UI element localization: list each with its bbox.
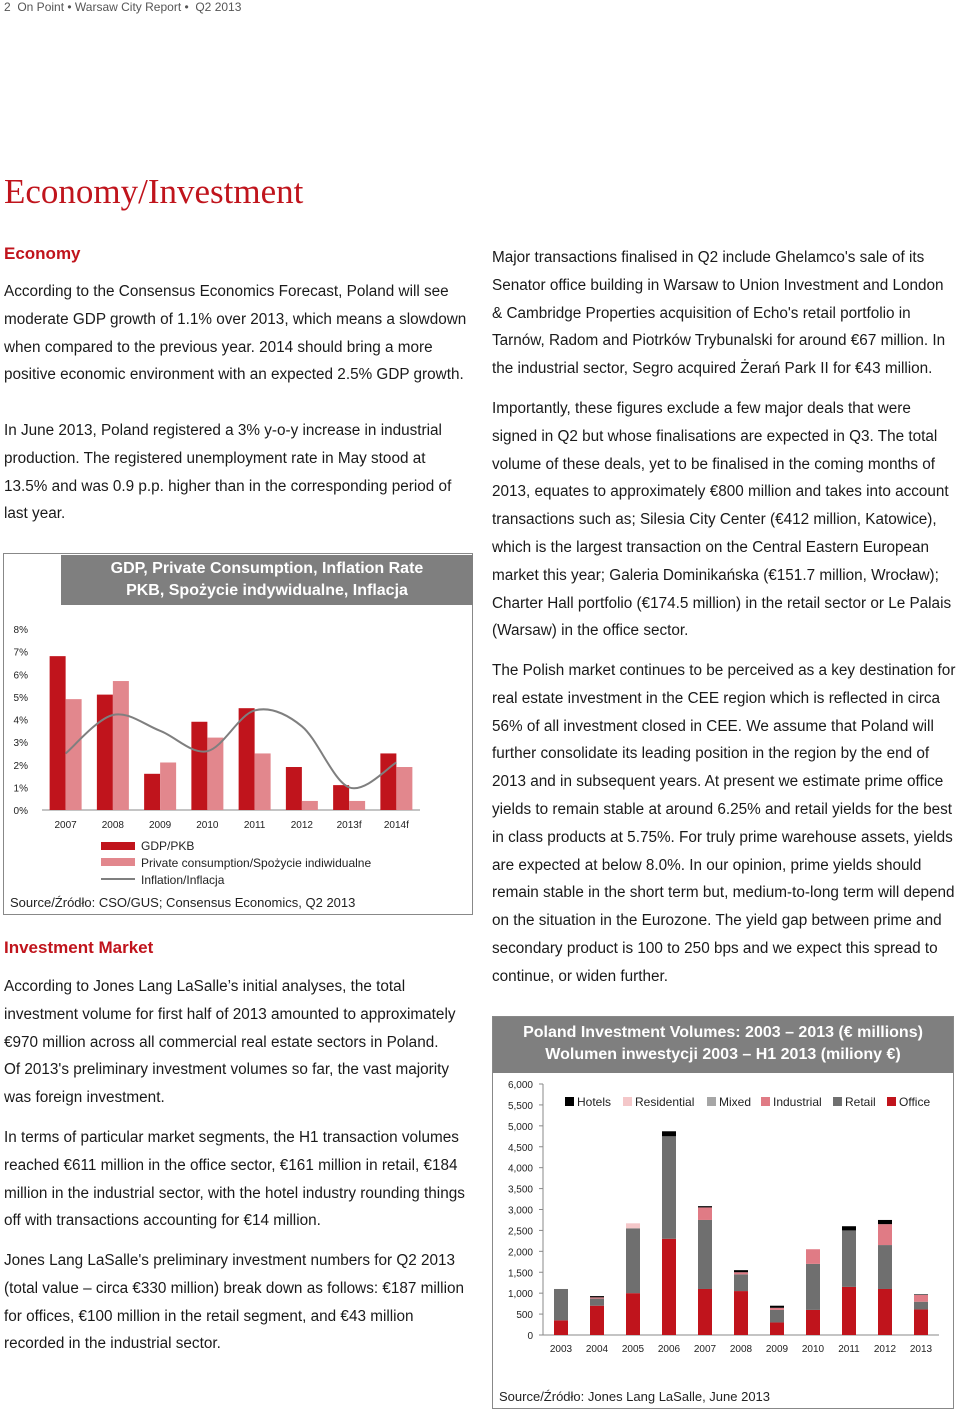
- bar-segment-office: [554, 1320, 568, 1335]
- legend-label-office: Office: [899, 1095, 931, 1109]
- investment-chart-y-tick: 0: [527, 1331, 533, 1342]
- legend-label-inflation: Inflation/Inflacja: [141, 873, 225, 887]
- text-line: Tarnów, Radom and Piotrków Trybunalski for around €67 million. In: [492, 332, 946, 350]
- bar-segment-retail: [878, 1245, 892, 1289]
- gdp-bar: [50, 656, 66, 810]
- investment-chart-subtitle: Wolumen inwestycji 2003 – H1 2013 (miliony €): [545, 1046, 901, 1063]
- text-line: The Polish market continues to be perceived as a key destination for: [492, 662, 956, 679]
- gdp-chart-x-tick: 2014f: [383, 820, 409, 831]
- text-line: volume of these deals, yet to be finalised in the coming months of: [492, 455, 936, 473]
- investment-chart-y-tick: 5,000: [507, 1121, 533, 1133]
- investment-chart-plot: [493, 1017, 953, 1409]
- legend-label-gdp: GDP/PKB: [141, 839, 195, 853]
- page-title: Economy/Investment: [4, 172, 304, 211]
- text-line: when compared to the previous year. 2014 should bring a more: [4, 338, 433, 356]
- text-line: on the situation in the Eurozone. The yield gap between prime and: [492, 912, 942, 930]
- text-line: the industrial sector, Segro acquired Żerań Park II for €43 million.: [492, 360, 933, 378]
- gdp-chart-x-tick: 2008: [101, 820, 124, 831]
- consumption-bar: [160, 762, 176, 810]
- text-line: (total value – circa €330 million) break down as follows: €187 million: [4, 1279, 464, 1297]
- text-line: in class products at 5.75%. For truly prime warehouse assets, yields: [492, 828, 953, 846]
- bar-segment-office: [698, 1289, 712, 1335]
- gdp-chart-source: Source/Źródło: CSO/GUS; Consensus Economics, Q2 2013: [10, 895, 356, 910]
- investment-chart-x-tick: 2007: [693, 1344, 717, 1355]
- consumption-bar: [302, 801, 318, 810]
- bar-segment-hotels: [878, 1220, 892, 1224]
- legend-swatch-industrial: [761, 1097, 770, 1106]
- transactions-paragraph: [492, 244, 957, 383]
- text-line: yields to remain stable at around 6.25% and retail yields for the best: [492, 800, 953, 818]
- text-line: Of 2013's preliminary investment volumes so far, the vast majority: [4, 1061, 450, 1079]
- investment-volume-chart: [492, 1016, 954, 1409]
- gdp-chart-y-tick: 4%: [13, 715, 28, 727]
- gdp-bar: [286, 767, 302, 810]
- text-line: Major transactions finalised in Q2 include Ghelamco's sale of its: [492, 249, 925, 266]
- bar-segment-retail: [734, 1274, 748, 1291]
- text-line: last year.: [4, 505, 66, 523]
- gdp-chart-x-tick: 2013f: [336, 820, 362, 831]
- legend-swatch-office: [887, 1097, 896, 1106]
- bar-segment-industrial: [590, 1297, 604, 1298]
- text-line: transactions such as; Silesia City Center (€412 million, Katowice),: [492, 511, 937, 529]
- gdp-bar: [191, 722, 207, 810]
- gdp-bar: [333, 785, 349, 810]
- investment-chart-title: Poland Investment Volumes: 2003 – 2013 (€ millions): [523, 1024, 923, 1041]
- text-line: 56% of all investment closed in CEE. We assume that Poland will: [492, 717, 934, 735]
- text-line: moderate GDP growth of 1.1% over 2013, which means a slowdown: [4, 310, 467, 328]
- gdp-chart-title: GDP, Private Consumption, Inflation Rate: [110, 560, 424, 577]
- legend-label-residential: Residential: [635, 1095, 695, 1109]
- investment-chart-y-tick: 4,000: [507, 1163, 533, 1175]
- text-line: Charter Hall portfolio (€174.5 million) in the retail sector or Le Palais: [492, 594, 952, 612]
- gdp-bar: [380, 753, 396, 810]
- bar-segment-hotels: [590, 1296, 604, 1297]
- gdp-chart-x-tick: 2012: [290, 820, 313, 831]
- investment-chart-x-tick: 2005: [621, 1344, 645, 1355]
- bar-segment-retail: [554, 1289, 568, 1320]
- consumption-bar: [396, 767, 412, 810]
- bar-segment-retail: [590, 1299, 604, 1306]
- bar-segment-hotels: [698, 1206, 712, 1207]
- text-line: According to Jones Lang LaSalle’s initial analyses, the total: [4, 978, 406, 995]
- bar-segment-industrial: [914, 1295, 928, 1302]
- legend-swatch-mixed: [707, 1097, 716, 1106]
- text-line: further consolidate its leading position in the region by the end of: [492, 745, 930, 763]
- bar-segment-residential: [626, 1223, 640, 1228]
- consumption-bar: [113, 681, 129, 810]
- bar-segment-hotels: [770, 1306, 784, 1308]
- text-line: Jones Lang LaSalle's preliminary investment numbers for Q2 2013: [4, 1252, 456, 1269]
- gdp-chart-y-tick: 1%: [13, 783, 28, 795]
- text-line: was foreign investment.: [4, 1089, 165, 1107]
- text-line: In June 2013, Poland registered a 3% y-o-y increase in industrial: [4, 422, 442, 439]
- consumption-bar: [66, 699, 82, 810]
- text-line: Importantly, these figures exclude a few major deals that were: [492, 400, 911, 417]
- text-line: 2013, equates to approximately €800 million and takes into account: [492, 483, 949, 501]
- gdp-chart-x-tick: 2009: [149, 820, 172, 831]
- legend-label-retail: Retail: [845, 1095, 876, 1109]
- gdp-chart: [3, 553, 473, 915]
- bar-segment-office: [806, 1310, 820, 1335]
- gdp-chart-y-tick: 2%: [13, 760, 28, 772]
- gdp-bar: [239, 708, 255, 810]
- bar-segment-office: [878, 1289, 892, 1335]
- economy-heading: Economy: [4, 244, 81, 263]
- investment-chart-source: Source/Źródło: Jones Lang LaSalle, June 2013: [499, 1389, 771, 1404]
- legend-swatch-gdp: [101, 842, 135, 850]
- investment-chart-x-tick: 2009: [765, 1344, 789, 1355]
- text-line: reached €611 million in the office sector, €161 million in retail, €184: [4, 1156, 458, 1174]
- gdp-chart-y-tick: 8%: [13, 625, 28, 636]
- investment-chart-y-tick: 6,000: [507, 1080, 533, 1091]
- gdp-chart-plot: [4, 554, 472, 914]
- bar-segment-hotels: [734, 1270, 748, 1272]
- text-line: for offices, €100 million in the retail segment, and €43 million: [4, 1307, 414, 1325]
- consumption-bar: [207, 738, 223, 810]
- investment-chart-y-tick: 3,500: [507, 1184, 533, 1196]
- investment-paragraph-3: [4, 1247, 479, 1358]
- bar-segment-industrial: [770, 1308, 784, 1310]
- bar-segment-hotels: [662, 1131, 676, 1136]
- investment-chart-y-tick: 1,000: [507, 1289, 533, 1301]
- consumption-bar: [255, 753, 271, 810]
- investment-chart-y-tick: 1,500: [507, 1268, 533, 1280]
- bar-segment-office: [590, 1306, 604, 1335]
- text-line: & Cambridge Properties acquisition of Echo's retail portfolio in: [492, 304, 911, 322]
- investment-chart-x-tick: 2008: [729, 1344, 753, 1355]
- text-line: In terms of particular market segments, the H1 transaction volumes: [4, 1129, 459, 1146]
- text-line: are expected at below 8.0%. In our opinion, prime yields should: [492, 856, 922, 874]
- investment-chart-y-tick: 4,500: [507, 1142, 533, 1154]
- legend-label-mixed: Mixed: [719, 1095, 752, 1109]
- gdp-bar: [144, 774, 160, 810]
- bar-segment-retail: [770, 1310, 784, 1323]
- text-line: which is the largest transaction on the Central Eastern European: [492, 538, 930, 556]
- text-line: secondary product is 100 to 250 bps and we expect this spread to: [492, 939, 938, 957]
- investment-chart-y-tick: 2,500: [507, 1226, 533, 1238]
- gdp-chart-x-tick: 2007: [54, 820, 77, 831]
- text-line: Senator office building in Warsaw to Union Investment and London: [492, 276, 944, 294]
- gdp-chart-x-tick: 2010: [196, 820, 219, 831]
- text-line: (Warsaw) in the office sector.: [492, 622, 689, 640]
- bar-segment-office: [770, 1322, 784, 1335]
- investment-chart-y-tick: 3,000: [507, 1205, 533, 1217]
- investment-chart-x-tick: 2012: [873, 1344, 897, 1355]
- legend-swatch-residential: [623, 1097, 632, 1106]
- investment-chart-x-tick: 2006: [657, 1344, 681, 1355]
- gdp-chart-y-tick: 3%: [13, 738, 28, 750]
- bar-segment-retail: [662, 1136, 676, 1238]
- text-line: According to the Consensus Economics Forecast, Poland will see: [4, 283, 449, 300]
- text-line: 13.5% and was 0.9 p.p. higher than in the corresponding period of: [4, 477, 452, 495]
- investment-paragraph-2: [4, 1124, 479, 1235]
- investment-chart-y-tick: 2,000: [507, 1247, 533, 1259]
- gdp-chart-y-tick: 5%: [13, 692, 28, 704]
- legend-swatch-consumption: [101, 858, 135, 866]
- bar-segment-office: [914, 1309, 928, 1335]
- legend-label-consumption: Private consumption/Spożycie indiwidualne: [141, 856, 372, 870]
- page-header: 2 On Point • Warsaw City Report • Q2 2013: [4, 0, 242, 14]
- investment-heading: Investment Market: [4, 938, 154, 957]
- gdp-chart-subtitle: PKB, Spożycie indywidualne, Inflacja: [126, 582, 408, 599]
- gdp-chart-y-tick: 6%: [13, 670, 28, 682]
- economy-paragraph: [4, 278, 479, 389]
- investment-chart-x-tick: 2010: [801, 1344, 825, 1355]
- legend-label-hotels: Hotels: [577, 1095, 612, 1109]
- investment-chart-y-tick: 500: [516, 1310, 533, 1322]
- text-line: off with transactions accounting for €14 million.: [4, 1212, 321, 1230]
- bar-segment-office: [734, 1291, 748, 1335]
- investment-chart-x-tick: 2013: [909, 1344, 933, 1355]
- bar-segment-retail: [842, 1230, 856, 1286]
- bar-segment-retail: [626, 1228, 640, 1293]
- bar-segment-industrial: [806, 1249, 820, 1264]
- bar-segment-industrial: [698, 1207, 712, 1220]
- legend-swatch-retail: [833, 1097, 842, 1106]
- bar-segment-office: [842, 1287, 856, 1335]
- bar-segment-industrial: [734, 1272, 748, 1274]
- gdp-chart-y-tick: 7%: [13, 647, 28, 659]
- text-line: positive economic environment with an expected 2.5% GDP growth.: [4, 366, 464, 384]
- text-line: million in the industrial sector, with the hotel industry rounding things: [4, 1184, 465, 1202]
- production-paragraph: [4, 417, 479, 528]
- legend-swatch-hotels: [565, 1097, 574, 1106]
- bar-segment-office: [626, 1293, 640, 1335]
- text-line: investment volume for first half of 2013 amounted to approximately: [4, 1005, 456, 1023]
- text-line: real estate investment in the CEE region which is reflected in circa: [492, 689, 941, 707]
- legend-label-industrial: Industrial: [773, 1095, 822, 1109]
- text-line: 2013 and in subsequent years. At present we estimate prime office: [492, 773, 944, 791]
- bar-segment-retail: [698, 1220, 712, 1289]
- bar-segment-retail: [914, 1302, 928, 1310]
- text-line: remain stable in the short term but, medium-to-long term will depend: [492, 884, 955, 902]
- investment-chart-x-tick: 2003: [549, 1344, 573, 1355]
- bar-segment-hotels: [842, 1226, 856, 1230]
- text-line: production. The registered unemployment rate in May stood at: [4, 449, 426, 467]
- investment-chart-x-tick: 2004: [585, 1344, 609, 1355]
- investment-chart-x-tick: 2011: [838, 1344, 860, 1355]
- text-line: continue, or widen further.: [492, 967, 669, 985]
- investment-chart-y-tick: 5,500: [507, 1100, 533, 1112]
- bar-segment-industrial: [878, 1224, 892, 1245]
- text-line: signed in Q2 but whose finalisations are expected in Q3. The total: [492, 427, 938, 445]
- market-outlook-paragraph: [492, 657, 957, 991]
- gdp-bar: [97, 695, 113, 810]
- text-line: market this year; Galeria Dominikańska (€151.7 million, Wrocław);: [492, 566, 939, 584]
- consumption-bar: [349, 801, 365, 810]
- investment-paragraph-1: [4, 973, 479, 1112]
- text-line: recorded in the industrial sector.: [4, 1335, 221, 1353]
- text-line: €970 million across all commercial real estate sectors in Poland.: [4, 1033, 439, 1051]
- gdp-chart-y-tick: 0%: [13, 806, 28, 817]
- bar-segment-hotels: [914, 1294, 928, 1295]
- pending-deals-paragraph: [492, 395, 957, 645]
- gdp-chart-x-tick: 2011: [243, 820, 266, 831]
- bar-segment-retail: [806, 1264, 820, 1310]
- bar-segment-office: [662, 1239, 676, 1335]
